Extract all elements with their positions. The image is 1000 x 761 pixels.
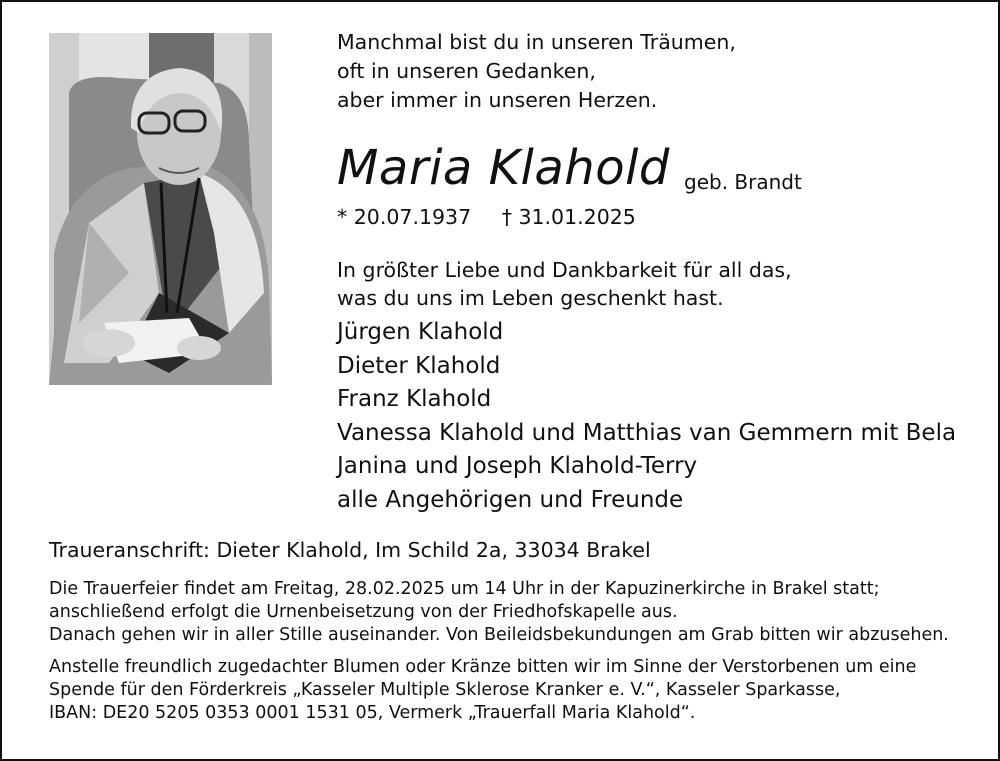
mourner-name: Franz Klahold xyxy=(337,386,492,412)
donation-line: Spende für den Förderkreis „Kasseler Multiple Sklerose Kranker e. V.“, Kasseler Sparkasse, xyxy=(49,680,841,700)
donation-line: IBAN: DE20 5205 0353 0001 1531 05, Vermerk „Trauerfall Maria Klahold“. xyxy=(49,703,696,723)
poem-line: Manchmal bist du in unseren Träumen, xyxy=(337,30,736,54)
deceased-name-row xyxy=(337,140,802,196)
life-dates xyxy=(337,205,636,229)
mourning-address: Traueranschrift: Dieter Klahold, Im Schild 2a, 33034 Brakel xyxy=(49,538,651,562)
mourner-name: alle Angehörigen und Freunde xyxy=(337,486,684,513)
death-date: † 31.01.2025 xyxy=(501,205,636,229)
deceased-name: Maria Klahold xyxy=(337,140,670,196)
ceremony-line: anschließend erfolgt die Urnenbeisetzung von der Friedhofskapelle aus. xyxy=(49,602,678,622)
birth-date: * 20.07.1937 xyxy=(337,205,472,229)
maiden-name: geb. Brandt xyxy=(684,170,802,194)
poem-line: oft in unseren Gedanken, xyxy=(337,59,596,83)
poem-line: aber immer in unseren Herzen. xyxy=(337,88,658,112)
donation-line: Anstelle freundlich zugedachter Blumen oder Kränze bitten wir im Sinne der Verstorbenen um eine xyxy=(49,657,917,677)
portrait-photo xyxy=(49,33,272,385)
mourner-name: Jürgen Klahold xyxy=(337,319,504,345)
funeral-info xyxy=(49,578,949,725)
thanks-line: was du uns im Leben geschenkt hast. xyxy=(337,286,724,310)
memorial-poem xyxy=(337,28,736,115)
mourner-name: Janina und Joseph Klahold-Terry xyxy=(337,453,698,479)
mourners-list xyxy=(337,316,956,517)
mourner-name: Vanessa Klahold und Matthias van Gemmern mit Bela xyxy=(337,419,957,446)
thanks-text xyxy=(337,256,792,312)
thanks-line: In größter Liebe und Dankbarkeit für all das, xyxy=(337,258,792,282)
ceremony-line: Danach gehen wir in aller Stille auseinander. Von Beileidsbekundungen am Grab bitten wir abzusehen. xyxy=(49,625,949,645)
ceremony-line: Die Trauerfeier findet am Freitag, 28.02.2025 um 14 Uhr in der Kapuzinerkirche in Brakel statt; xyxy=(49,579,880,599)
mourner-name: Dieter Klahold xyxy=(337,352,501,379)
